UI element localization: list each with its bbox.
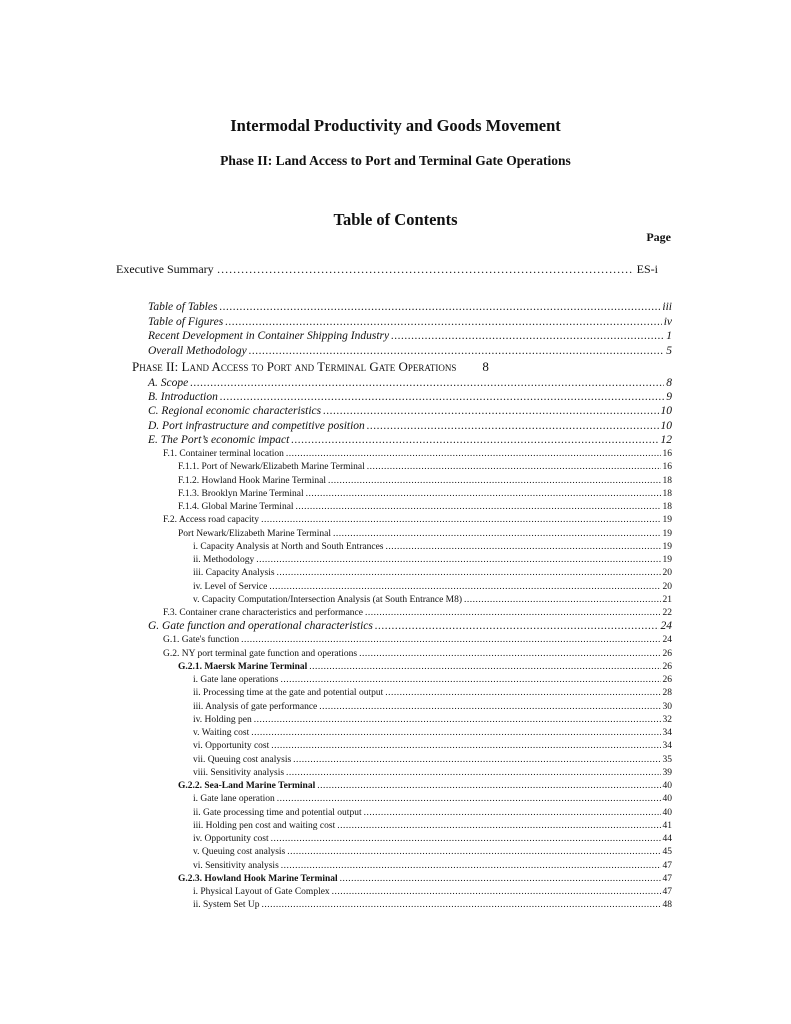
toc-entry[interactable]: [193, 886, 672, 898]
dot-leader: [225, 316, 662, 328]
toc-entry[interactable]: [178, 461, 672, 473]
toc-entry[interactable]: [193, 767, 672, 779]
toc-entry[interactable]: [193, 740, 672, 752]
toc-entry-title: F.1.2. Howland Hook Marine Terminal: [178, 475, 327, 486]
toc-entry-page: 18: [662, 488, 672, 499]
toc-entry-title: Table of Tables: [148, 301, 218, 313]
toc-entry-title: E. The Port’s economic impact: [148, 433, 290, 446]
toc-entry[interactable]: [148, 434, 672, 446]
toc-entry[interactable]: [148, 345, 672, 357]
toc-entry-page: 30: [662, 701, 672, 712]
toc-entry[interactable]: [193, 554, 672, 566]
toc-entry-title: i. Gate lane operations: [193, 675, 279, 686]
toc-entry-page: 39: [662, 767, 672, 778]
dot-leader: [277, 793, 661, 805]
toc-entry-title: vi. Sensitivity analysis: [193, 860, 279, 871]
toc-entry-page: 16: [662, 462, 672, 473]
toc-entry[interactable]: [178, 661, 672, 673]
phase-title: Phase II: Land Access to Port and Terminal Gate Operations: [132, 359, 457, 374]
toc-entry[interactable]: [178, 780, 672, 792]
toc-entry-page: 26: [662, 661, 672, 672]
toc-entry-page: 24: [660, 620, 672, 633]
toc-entry-page: 34: [662, 741, 672, 752]
toc-entry-page: 20: [662, 568, 672, 579]
toc-entry-title: Executive Summary: [116, 262, 214, 276]
dot-leader: [367, 420, 659, 432]
toc-entry[interactable]: [193, 594, 672, 606]
toc-entry[interactable]: [178, 475, 672, 487]
dot-leader: [281, 860, 661, 872]
toc-entry[interactable]: [193, 793, 672, 805]
toc-entry-title: i. Capacity Analysis at North and South Entrances: [193, 541, 384, 552]
toc-entry[interactable]: [148, 377, 672, 389]
toc-entry-title: F.3. Container crane characteristics and performance: [163, 608, 363, 618]
document-subtitle: Phase II: Land Access to Port and Terminal Gate Operations: [220, 153, 571, 168]
toc-entry-title: ii. System Set Up: [193, 900, 260, 911]
toc-entry-page: 10: [660, 405, 672, 418]
toc-phase-heading[interactable]: [132, 359, 489, 375]
dot-leader: [261, 514, 660, 526]
toc-entry[interactable]: [178, 488, 672, 500]
toc-entry[interactable]: [193, 541, 672, 553]
toc-entry[interactable]: [193, 701, 672, 713]
toc-entry[interactable]: [178, 501, 672, 513]
dot-leader: [217, 262, 634, 277]
toc-entry-title: viii. Sensitivity analysis: [193, 767, 285, 778]
toc-entry-page: 40: [662, 807, 672, 818]
dot-leader: [306, 488, 661, 500]
toc-entry-page: 16: [662, 449, 672, 459]
toc-entry[interactable]: [193, 754, 672, 766]
toc-entry-page: 26: [662, 675, 672, 686]
toc-entry-page: 47: [662, 860, 672, 871]
dot-leader: [332, 886, 661, 898]
dot-leader: [280, 674, 660, 686]
toc-entry-page: 26: [662, 648, 672, 659]
toc-entry-title: G.2.2. Sea-Land Marine Terminal: [178, 781, 316, 792]
dot-leader: [333, 528, 661, 540]
dot-leader: [375, 620, 659, 632]
dot-leader: [337, 820, 660, 832]
toc-entry-title: Recent Development in Container Shipping Industry: [148, 330, 390, 343]
toc-heading: Table of Contents: [333, 210, 458, 229]
toc-entry-page: 8: [666, 377, 672, 389]
toc-entry-title: Table of Figures: [148, 315, 224, 328]
toc-entry-page: 9: [666, 391, 672, 404]
dot-leader: [319, 701, 660, 713]
toc-entry[interactable]: [193, 899, 672, 911]
toc-entry-title: vi. Opportunity cost: [193, 741, 270, 752]
toc-entry-page: 18: [662, 502, 672, 512]
dot-leader: [367, 461, 661, 473]
toc-entry-title: ii. Methodology: [193, 555, 255, 565]
toc-entry-title: i. Gate lane operation: [193, 794, 275, 805]
toc-entry-page: 32: [662, 714, 672, 725]
dot-leader: [328, 475, 660, 487]
toc-entry-title: G.2.1. Maersk Marine Terminal: [178, 661, 308, 672]
toc-entry[interactable]: [193, 727, 672, 739]
dot-leader: [271, 740, 660, 752]
toc-entry[interactable]: [148, 330, 672, 342]
toc-entry[interactable]: [163, 448, 672, 460]
toc-entry[interactable]: [193, 687, 672, 699]
dot-leader: [296, 501, 661, 513]
toc-entry-page: 5: [666, 344, 672, 357]
toc-entry-page: 40: [662, 781, 672, 792]
dot-leader: [277, 567, 661, 579]
toc-entry-page: iii: [662, 301, 672, 313]
dot-leader: [251, 727, 660, 739]
toc-entry[interactable]: [178, 873, 672, 885]
toc-entry-title: D. Port infrastructure and competitive position: [148, 419, 365, 432]
toc-entry-page: 19: [662, 555, 672, 565]
dot-leader: [286, 767, 660, 779]
toc-entry-title: B. Introduction: [148, 391, 218, 404]
toc-entry-title: v. Queuing cost analysis: [193, 847, 286, 858]
dot-leader: [309, 661, 660, 673]
toc-entry-title: F.1. Container terminal location: [163, 449, 284, 459]
dot-leader: [385, 687, 660, 699]
toc-entry-page: 48: [662, 900, 672, 911]
toc-entry[interactable]: [163, 634, 672, 646]
dot-leader: [220, 391, 664, 403]
toc-entry[interactable]: [193, 820, 672, 832]
toc-entry-page: 1: [666, 330, 672, 343]
toc-entry-title: iii. Capacity Analysis: [193, 568, 275, 579]
toc-entry-page: 19: [662, 541, 672, 552]
toc-entry-title: F.1.3. Brooklyn Marine Terminal: [178, 488, 304, 499]
toc-entry-page: 22: [662, 608, 672, 618]
dot-leader: [359, 648, 660, 660]
toc-entry[interactable]: [193, 860, 672, 872]
toc-entry-page: 24: [662, 635, 672, 646]
toc-entry-title: A. Scope: [148, 377, 189, 389]
dot-leader: [317, 780, 660, 792]
toc-entry-page: iv: [663, 315, 672, 328]
toc-entry-page: ES-i: [636, 262, 658, 276]
toc-entry[interactable]: [193, 833, 672, 845]
toc-entry[interactable]: [193, 674, 672, 686]
toc-entry-title: iii. Analysis of gate performance: [193, 701, 318, 712]
dot-leader: [365, 607, 661, 619]
toc-entry[interactable]: [193, 807, 672, 819]
toc-entry-page: 10: [660, 419, 672, 432]
dot-leader: [287, 846, 660, 858]
dot-leader: [256, 554, 660, 566]
toc-entry-page: 19: [662, 528, 672, 539]
toc-entry[interactable]: [148, 405, 672, 417]
toc-entry-title: v. Capacity Computation/Intersection Analysis (at South Entrance M8): [193, 594, 463, 605]
toc-entry-title: iii. Holding pen cost and waiting cost: [193, 820, 336, 831]
toc-entry[interactable]: [148, 391, 672, 403]
toc-entry-title: F.2. Access road capacity: [163, 515, 260, 526]
toc-entry-page: 21: [662, 594, 672, 605]
toc-entry-page: 28: [662, 688, 672, 699]
toc-entry-title: G.1. Gate's function: [163, 635, 240, 646]
dot-leader: [286, 448, 661, 460]
toc-entry-title: ii. Processing time at the gate and potential output: [193, 688, 384, 699]
toc-entry-title: ii. Gate processing time and potential output: [193, 807, 362, 818]
dot-leader: [293, 754, 660, 766]
dot-leader: [262, 899, 661, 911]
toc-entry[interactable]: [148, 420, 672, 432]
toc-entry-title: i. Physical Layout of Gate Complex: [193, 887, 330, 898]
toc-entry[interactable]: [193, 567, 672, 579]
toc-entry-page: 12: [660, 433, 672, 446]
toc-entry[interactable]: [193, 714, 672, 726]
toc-entry-page: 41: [662, 820, 672, 831]
dot-leader: [249, 345, 665, 357]
toc-entry-page: 47: [662, 887, 672, 898]
toc-entry-page: 40: [662, 794, 672, 805]
toc-entry-executive-summary[interactable]: [116, 262, 658, 277]
dot-leader: [386, 541, 661, 553]
toc-entry-title: Port Newark/Elizabeth Marine Terminal: [178, 528, 331, 539]
phase-page: 8: [482, 359, 489, 374]
toc-entry[interactable]: [163, 514, 672, 526]
toc-entry[interactable]: [163, 607, 672, 619]
toc-entry-title: iv. Level of Service: [193, 581, 268, 592]
dot-leader: [391, 330, 664, 342]
toc-entry-title: vii. Queuing cost analysis: [193, 754, 292, 765]
toc-entry-page: 44: [662, 834, 672, 845]
dot-leader: [219, 301, 660, 313]
dot-leader: [323, 405, 658, 417]
dot-leader: [464, 594, 660, 606]
toc-entry-page: 18: [662, 475, 672, 486]
toc-entry-page: 35: [662, 754, 672, 765]
toc-entry[interactable]: [148, 620, 672, 632]
dot-leader: [254, 714, 661, 726]
dot-leader: [340, 873, 661, 885]
toc-entry-page: 45: [662, 847, 672, 858]
toc-entry-title: G.2. NY port terminal gate function and operations: [163, 648, 358, 659]
dot-leader: [291, 434, 658, 446]
toc-entry-page: 47: [662, 873, 672, 884]
dot-leader: [269, 581, 660, 593]
toc-entry-title: G.2.3. Howland Hook Marine Terminal: [178, 873, 338, 884]
toc-entry-title: iv. Opportunity cost: [193, 834, 269, 845]
toc-entry[interactable]: [148, 301, 672, 313]
page-column-label: Page: [646, 230, 671, 244]
toc-entry-title: v. Waiting cost: [193, 728, 250, 739]
toc-entry[interactable]: [193, 846, 672, 858]
toc-entry-page: 20: [662, 581, 672, 592]
toc-entry-title: Overall Methodology: [148, 344, 247, 357]
toc-entry-page: 19: [662, 515, 672, 526]
toc-entry[interactable]: [148, 316, 672, 328]
dot-leader: [241, 634, 660, 646]
toc-entry-title: G. Gate function and operational characteristics: [148, 620, 373, 633]
toc-entry[interactable]: [163, 648, 672, 660]
toc-entry-title: iv. Holding pen: [193, 714, 252, 725]
toc-entry[interactable]: [193, 581, 672, 593]
toc-entry-title: F.1.1. Port of Newark/Elizabeth Marine Terminal: [178, 462, 365, 473]
toc-entry-title: C. Regional economic characteristics: [148, 405, 322, 418]
toc-entry[interactable]: [178, 528, 672, 540]
toc-entry-title: F.1.4. Global Marine Terminal: [178, 502, 294, 512]
dot-leader: [190, 377, 664, 389]
dot-leader: [271, 833, 661, 845]
toc-entry-page: 34: [662, 728, 672, 739]
dot-leader: [364, 807, 661, 819]
document-title: Intermodal Productivity and Goods Movement: [230, 116, 561, 135]
